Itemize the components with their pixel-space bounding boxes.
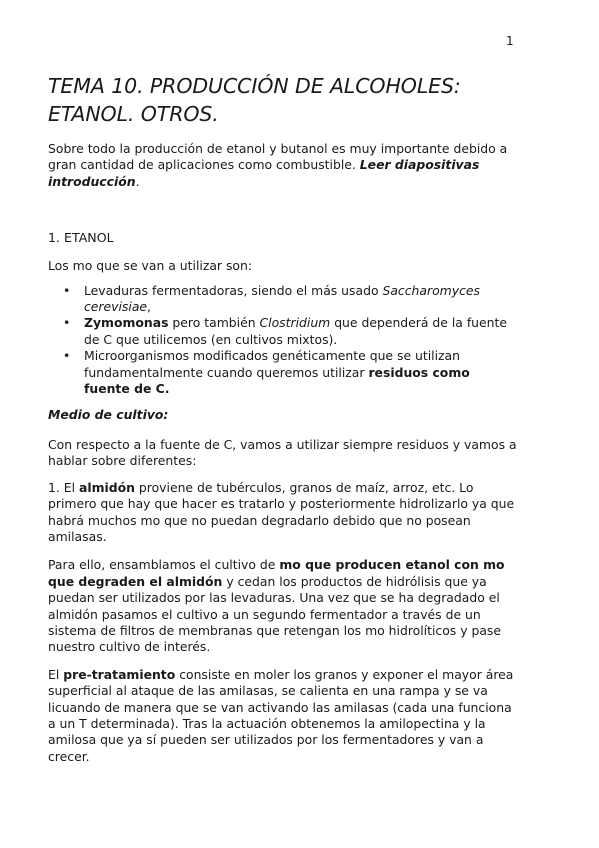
pretratamiento-text-1: El — [48, 666, 64, 682]
bullet-icon: • — [63, 348, 71, 364]
medio-heading-text: Medio de cultivo: — [48, 407, 169, 423]
para-ello-paragraph — [48, 557, 518, 655]
para-ello-bold: mo que producen etanol con mo que degraden el almidón — [48, 557, 505, 589]
bullet-icon: • — [63, 315, 71, 331]
almidon-text: proviene de tubérculos, granos de maíz, arroz, etc. Lo primero que hay que hacer es tratarlo y posteriormente hidrolizarlo ya que habrá muchos mo que no puedan degradarlo debido que no posean amilasas. — [48, 479, 515, 544]
intro-paragraph — [48, 141, 518, 190]
almidon-bold: almidón — [78, 479, 135, 495]
list-item — [48, 348, 518, 397]
page-title — [48, 72, 518, 128]
title-line-2: ETANOL. OTROS. — [48, 102, 219, 126]
medio-heading — [48, 407, 518, 423]
list-item-text: Levaduras fermentadoras, siendo el más usado — [84, 282, 383, 298]
list-item — [48, 283, 518, 316]
bullet-icon: • — [63, 282, 71, 298]
pretratamiento-bold: pre-tratamiento — [63, 666, 176, 682]
intro-emphasis: Leer diapositivas introducción — [48, 157, 480, 189]
pretratamiento-text-2: consiste en moler los granos y exponer el mayor área superficial al ataque de las amilasas, se calienta en una rampa y se va licuando de manera que se van activando las amilasas (cada una funciona a un T determinada). Tras la actuación obtenemos la amilopectina y la amilosa que ya sí pueden ser utilizados por los fermentadores y van a crecer. — [48, 666, 514, 764]
list-item-bold: Zymomonas — [84, 315, 169, 331]
intro-text: Sobre todo la producción de etanol y butanol es muy importante debido a gran cantidad de aplicaciones como combustible. — [48, 141, 508, 173]
list-item-bold: residuos como fuente de C. — [84, 364, 470, 397]
microorganisms-intro: Los mo que se van a utilizar son: — [48, 258, 253, 274]
para-ello-text-2: y cedan los productos de hidrólisis que ya puedan ser utilizados por las levaduras. Una vez que se ha degradado el almidón pasamos el cultivo a un segundo fermentador a través de un sistema de filtros de membranas que retengan los mo hidrolíticos y pase nuestro cultivo de interés. — [48, 573, 502, 655]
list-item-text: pero también — [168, 315, 260, 331]
section-heading-etanol: 1. ETANOL — [48, 230, 114, 246]
para-ello-text-1: Para ello, ensamblamos el cultivo de — [48, 557, 280, 573]
intro-end: . — [135, 173, 140, 189]
document-body — [48, 72, 518, 765]
title-line-1: TEMA 10. PRODUCCIÓN DE ALCOHOLES: — [48, 74, 461, 98]
carbon-source-paragraph: Con respecto a la fuente de C, vamos a utilizar siempre residuos y vamos a hablar sobre diferentes: — [48, 436, 517, 469]
list-item — [48, 315, 518, 348]
almidon-paragraph — [48, 480, 518, 546]
pretratamiento-paragraph — [48, 667, 518, 765]
list-item-italic: Saccharomyces cerevisiae — [84, 282, 480, 315]
list-item-text: que dependerá de la fuente de C que utilicemos (en cultivos mixtos). — [84, 315, 507, 347]
page-number: 1 — [506, 34, 514, 48]
list-item-text: Microorganismos modificados genéticamente que se utilizan fundamentalmente cuando queremos utilizar — [84, 348, 460, 380]
list-item-end: , — [147, 299, 151, 315]
almidon-prefix: 1. El — [48, 479, 79, 495]
list-item-italic: Clostridium — [259, 315, 331, 331]
microorganism-list — [48, 283, 518, 398]
